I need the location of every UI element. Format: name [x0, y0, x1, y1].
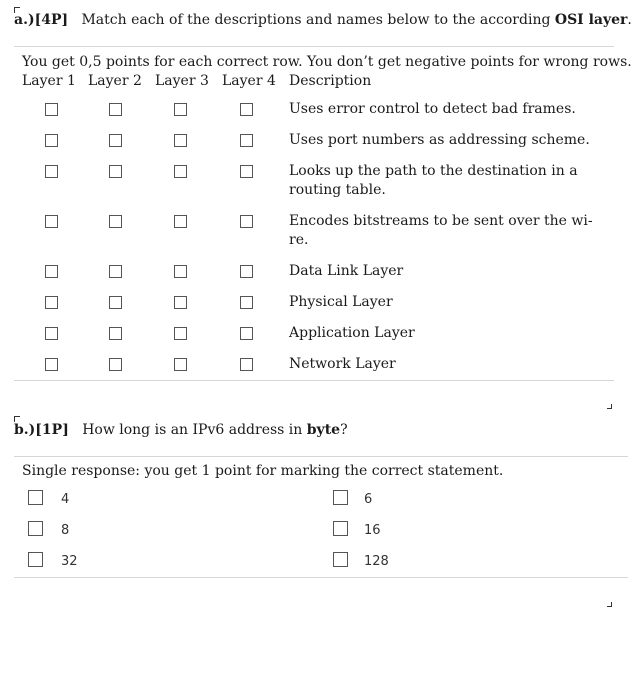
- option-checkbox[interactable]: [28, 521, 43, 536]
- row-description: Application Layer: [289, 325, 415, 341]
- column-header-layer-2: Layer 2: [88, 73, 142, 89]
- section-b-end-mark: [607, 602, 612, 607]
- layer-3-checkbox[interactable]: [174, 327, 187, 340]
- column-header-layer-1: Layer 1: [22, 73, 76, 89]
- layer-1-checkbox[interactable]: [45, 215, 58, 228]
- layer-3-checkbox[interactable]: [174, 134, 187, 147]
- row-description: Physical Layer: [289, 294, 393, 310]
- layer-1-checkbox[interactable]: [45, 134, 58, 147]
- question-a-text: Match each of the descriptions and names below to the according: [81, 12, 551, 28]
- question-b-label: b.): [14, 422, 36, 438]
- question-b-bold: byte: [306, 422, 341, 438]
- layer-4-checkbox[interactable]: [240, 215, 253, 228]
- option-checkbox[interactable]: [333, 490, 348, 505]
- question-a-label: a.): [14, 12, 35, 28]
- layer-3-checkbox[interactable]: [174, 296, 187, 309]
- option-label: 8: [61, 523, 70, 538]
- column-header-description: Description: [289, 73, 372, 89]
- question-b-header: [14, 422, 348, 438]
- divider: [14, 380, 614, 381]
- question-b-points: [1P]: [35, 422, 69, 438]
- layer-2-checkbox[interactable]: [109, 215, 122, 228]
- instruction-a: You get 0,5 points for each correct row. You don’t get negative points for wrong rows.: [22, 54, 632, 70]
- section-a-end-mark: [607, 404, 612, 409]
- layer-2-checkbox[interactable]: [109, 165, 122, 178]
- layer-4-checkbox[interactable]: [240, 103, 253, 116]
- divider: [14, 456, 628, 457]
- divider: [14, 46, 614, 47]
- layer-4-checkbox[interactable]: [240, 165, 253, 178]
- question-b-suffix: ?: [340, 422, 348, 438]
- layer-2-checkbox[interactable]: [109, 265, 122, 278]
- layer-3-checkbox[interactable]: [174, 215, 187, 228]
- row-description: Network Layer: [289, 356, 396, 372]
- option-checkbox[interactable]: [333, 552, 348, 567]
- option-checkbox[interactable]: [28, 490, 43, 505]
- layer-2-checkbox[interactable]: [109, 103, 122, 116]
- row-description-continued: re.: [289, 232, 309, 248]
- layer-2-checkbox[interactable]: [109, 134, 122, 147]
- row-description: Data Link Layer: [289, 263, 404, 279]
- row-description-continued: routing table.: [289, 182, 386, 198]
- column-header-layer-4: Layer 4: [222, 73, 276, 89]
- layer-3-checkbox[interactable]: [174, 165, 187, 178]
- option-checkbox[interactable]: [28, 552, 43, 567]
- row-description: Encodes bitstreams to be sent over the wi-: [289, 213, 593, 229]
- option-label: 16: [364, 523, 381, 538]
- row-description: Looks up the path to the destination in a: [289, 163, 578, 179]
- layer-1-checkbox[interactable]: [45, 327, 58, 340]
- question-a-points: [4P]: [34, 12, 69, 28]
- layer-4-checkbox[interactable]: [240, 265, 253, 278]
- question-a-bold: OSI layer: [554, 12, 628, 28]
- question-a-header: [14, 12, 632, 28]
- option-label: 128: [364, 554, 389, 569]
- layer-3-checkbox[interactable]: [174, 358, 187, 371]
- layer-2-checkbox[interactable]: [109, 327, 122, 340]
- row-description: Uses port numbers as addressing scheme.: [289, 132, 590, 148]
- option-label: 32: [61, 554, 78, 569]
- layer-4-checkbox[interactable]: [240, 327, 253, 340]
- layer-4-checkbox[interactable]: [240, 296, 253, 309]
- layer-2-checkbox[interactable]: [109, 296, 122, 309]
- layer-1-checkbox[interactable]: [45, 265, 58, 278]
- layer-3-checkbox[interactable]: [174, 103, 187, 116]
- question-a-suffix: .: [627, 12, 632, 28]
- layer-2-checkbox[interactable]: [109, 358, 122, 371]
- question-b-text: How long is an IPv6 address in: [82, 422, 303, 438]
- layer-1-checkbox[interactable]: [45, 296, 58, 309]
- divider: [14, 577, 628, 578]
- layer-1-checkbox[interactable]: [45, 358, 58, 371]
- row-description: Uses error control to detect bad frames.: [289, 101, 576, 117]
- layer-1-checkbox[interactable]: [45, 165, 58, 178]
- layer-1-checkbox[interactable]: [45, 103, 58, 116]
- column-header-layer-3: Layer 3: [155, 73, 209, 89]
- layer-4-checkbox[interactable]: [240, 358, 253, 371]
- option-checkbox[interactable]: [333, 521, 348, 536]
- instruction-b: Single response: you get 1 point for marking the correct statement.: [22, 463, 504, 479]
- layer-4-checkbox[interactable]: [240, 134, 253, 147]
- option-label: 4: [61, 492, 70, 507]
- option-label: 6: [364, 492, 373, 507]
- layer-3-checkbox[interactable]: [174, 265, 187, 278]
